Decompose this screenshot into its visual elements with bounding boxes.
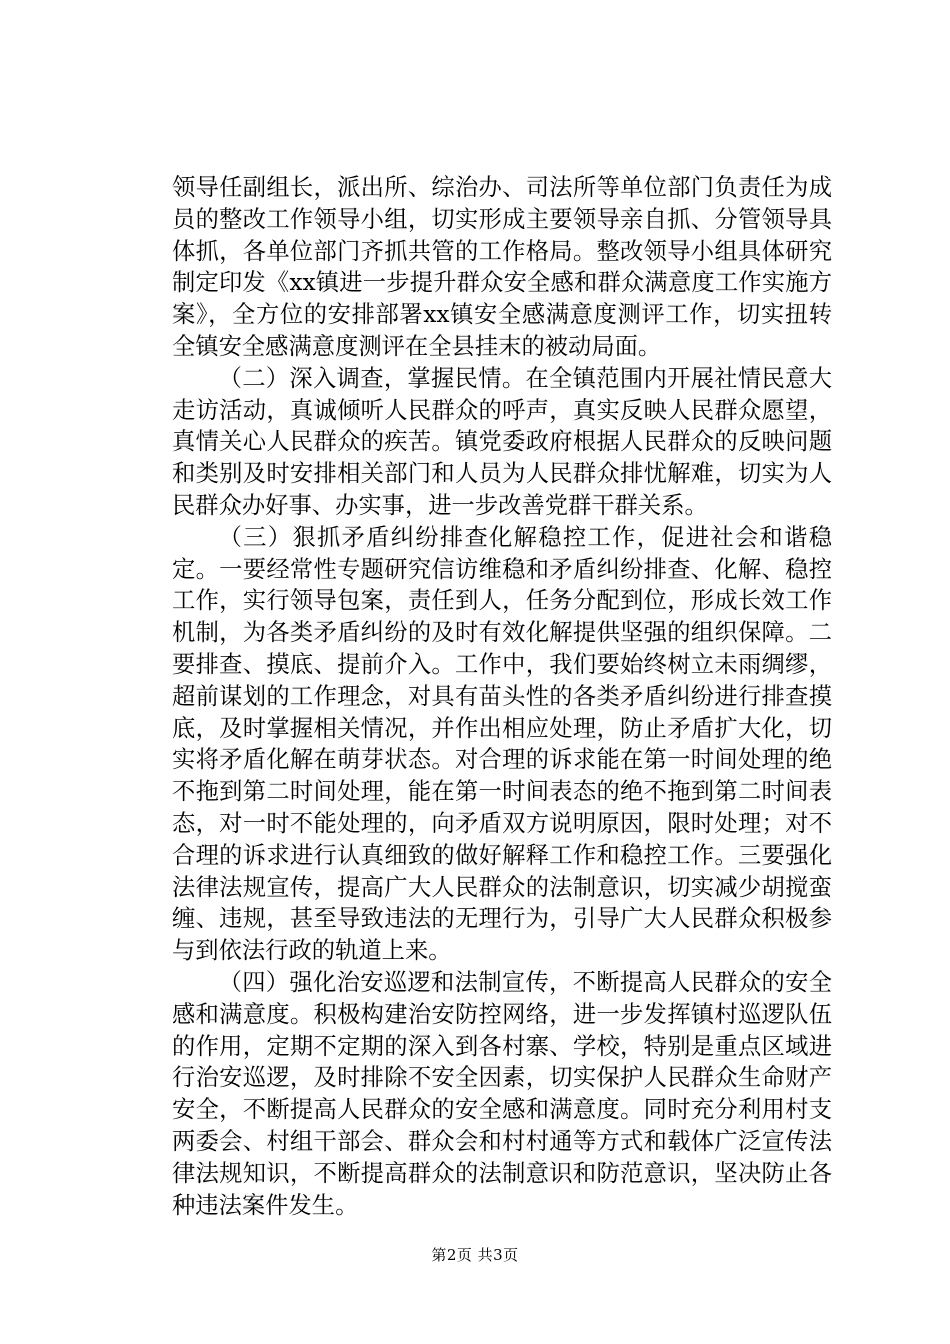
page-footer [0, 1245, 950, 1265]
paragraph-continuation: 领导任副组长，派出所、综治办、司法所等单位部门负责任为成员的整改工作领导小组，切实形成主要领导亲自抓、分管领导具体抓，各单位部门齐抓共管的工作格局。整改领导小组具体研究制定印发《xx镇进一步提升群众安全感和群众满意度工作实施方案》，全方位的安排部署xx镇安全感满意度测评工作，切实扭转全镇安全感满意度测评在全县挂末的被动局面。 [172, 174, 832, 360]
page-number-label: 第2页 共3页 [431, 1246, 519, 1264]
document-body [172, 172, 832, 1221]
paragraph-section-2: （二）深入调查，掌握民情。在全镇范围内开展社情民意大走访活动，真诚倾听人民群众的呼声，真实反映人民群众愿望，真情关心人民群众的疾苦。镇党委政府根据人民群众的反映问题和类别及时安排相关部门和人员为人民群众排忧解难，切实为人民群众办好事、办实事，进一步改善党群干群关系。 [172, 364, 832, 519]
paragraph-section-4: （四）强化治安巡逻和法制宣传，不断提高人民群众的安全感和满意度。积极构建治安防控网络，进一步发挥镇村巡逻队伍的作用，定期不定期的深入到各村寨、学校，特别是重点区域进行治安巡逻，及时排除不安全因素，切实保护人民群众生命财产安全，不断提高人民群众的安全感和满意度。同时充分利用村支两委会、村组干部会、群众会和村村通等方式和载体广泛宣传法律法规知识，不断提高群众的法制意识和防范意识，坚决防止各种违法案件发生。 [172, 968, 832, 1219]
paragraph-section-3: （三）狠抓矛盾纠纷排查化解稳控工作，促进社会和谐稳定。一要经常性专题研究信访维稳和矛盾纠纷排查、化解、稳控工作，实行领导包案，责任到人，任务分配到位，形成长效工作机制，为各类矛盾纠纷的及时有效化解提供坚强的组织保障。二要排查、摸底、提前介入。工作中，我们要始终树立未雨绸缪，超前谋划的工作理念，对具有苗头性的各类矛盾纠纷进行排查摸底，及时掌握相关情况，并作出相应处理，防止矛盾扩大化，切实将矛盾化解在萌芽状态。对合理的诉求能在第一时间处理的绝不拖到第二时间处理，能在第一时间表态的绝不拖到第二时间表态，对一时不能处理的，向矛盾双方说明原因，限时处理；对不合理的诉求进行认真细致的做好解释工作和稳控工作。三要强化法律法规宣传，提高广大人民群众的法制意识，切实减少胡搅蛮缠、违规，甚至导致违法的无理行为，引导广大人民群众积极参与到依法行政的轨道上来。 [172, 523, 832, 965]
